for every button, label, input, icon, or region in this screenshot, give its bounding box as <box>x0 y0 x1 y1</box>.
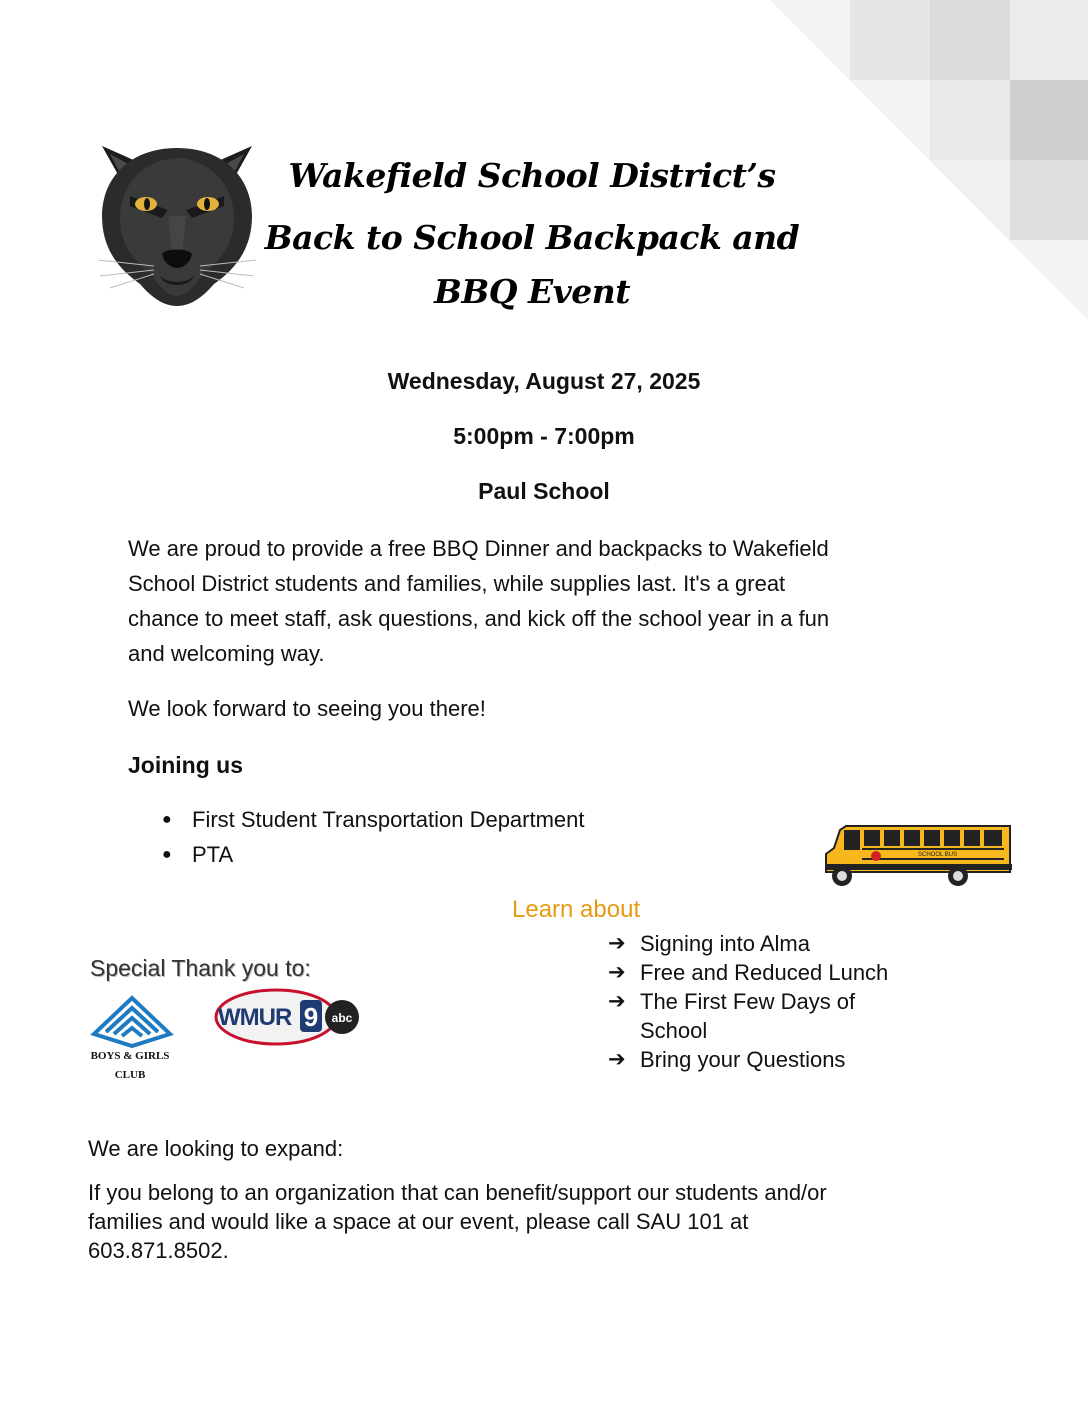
arrow-right-icon: ➔ <box>608 932 626 955</box>
event-date: Wednesday, August 27, 2025 <box>387 368 701 394</box>
event-title-line2: Back to School Backpack and <box>264 218 800 257</box>
expand-paragraph <box>88 1178 988 1265</box>
intro-paragraph <box>128 531 968 671</box>
boys-girls-club-logo <box>86 994 178 1084</box>
event-title-line1: Wakefield School District’s <box>288 156 776 195</box>
list-item-label: First Student Transportation Department <box>192 807 585 832</box>
list-item-label: Signing into Alma <box>640 931 810 956</box>
bullet-icon: ● <box>162 846 172 863</box>
intro-line: and welcoming way. <box>128 641 325 666</box>
wmur-logo <box>214 986 362 1048</box>
list-item <box>608 1045 948 1074</box>
list-item-label: Free and Reduced Lunch <box>640 960 889 985</box>
list-item <box>128 837 728 872</box>
expand-line: families and would like a space at our event, please call SAU 101 at <box>88 1209 749 1234</box>
event-title-line3: BBQ Event <box>433 272 631 311</box>
event-time: 5:00pm - 7:00pm <box>453 423 635 449</box>
joining-heading: Joining us <box>128 752 243 778</box>
list-item <box>128 802 728 837</box>
expand-line: If you belong to an organization that can benefit/support our students and/or <box>88 1180 827 1205</box>
wmur-text: WMUR <box>218 1004 292 1031</box>
closing-line: We look forward to seeing you there! <box>128 696 486 721</box>
intro-line: We are proud to provide a free BBQ Dinner and backpacks to Wakefield <box>128 536 829 561</box>
list-item <box>608 958 948 987</box>
intro-line: chance to meet staff, ask questions, and kick off the school year in a fun <box>128 606 830 631</box>
abc-text: abc <box>331 1011 353 1025</box>
list-item-label: PTA <box>192 842 234 867</box>
school-bus-icon <box>822 818 1014 890</box>
arrow-right-icon: ➔ <box>608 990 626 1013</box>
event-location: Paul School <box>478 478 610 504</box>
expand-heading: We are looking to expand: <box>88 1136 344 1161</box>
panther-mascot-icon <box>90 138 264 308</box>
arrow-right-icon: ➔ <box>608 961 626 984</box>
list-item-label: School <box>640 1018 708 1043</box>
learn-list <box>608 929 948 1074</box>
joining-list <box>128 802 728 872</box>
list-item-label: Bring your Questions <box>640 1047 846 1072</box>
arrow-right-icon: ➔ <box>608 1048 626 1071</box>
list-item <box>608 929 948 958</box>
list-item-label: The First Few Days of <box>640 989 856 1014</box>
list-item <box>608 987 948 1016</box>
list-item <box>608 1016 948 1045</box>
learn-heading: Learn about <box>512 896 641 923</box>
bullet-icon: ● <box>162 811 172 828</box>
sponsors-heading: Special Thank you to: <box>90 955 311 981</box>
bgc-line1: BOYS & GIRLS <box>90 1050 170 1062</box>
bgc-line2: CLUB <box>114 1069 146 1081</box>
wmur-number: 9 <box>303 1002 319 1032</box>
bus-label: SCHOOL BUS <box>918 852 958 858</box>
expand-line: 603.871.8502. <box>88 1238 229 1263</box>
intro-line: School District students and families, while supplies last. It's a great <box>128 571 786 596</box>
